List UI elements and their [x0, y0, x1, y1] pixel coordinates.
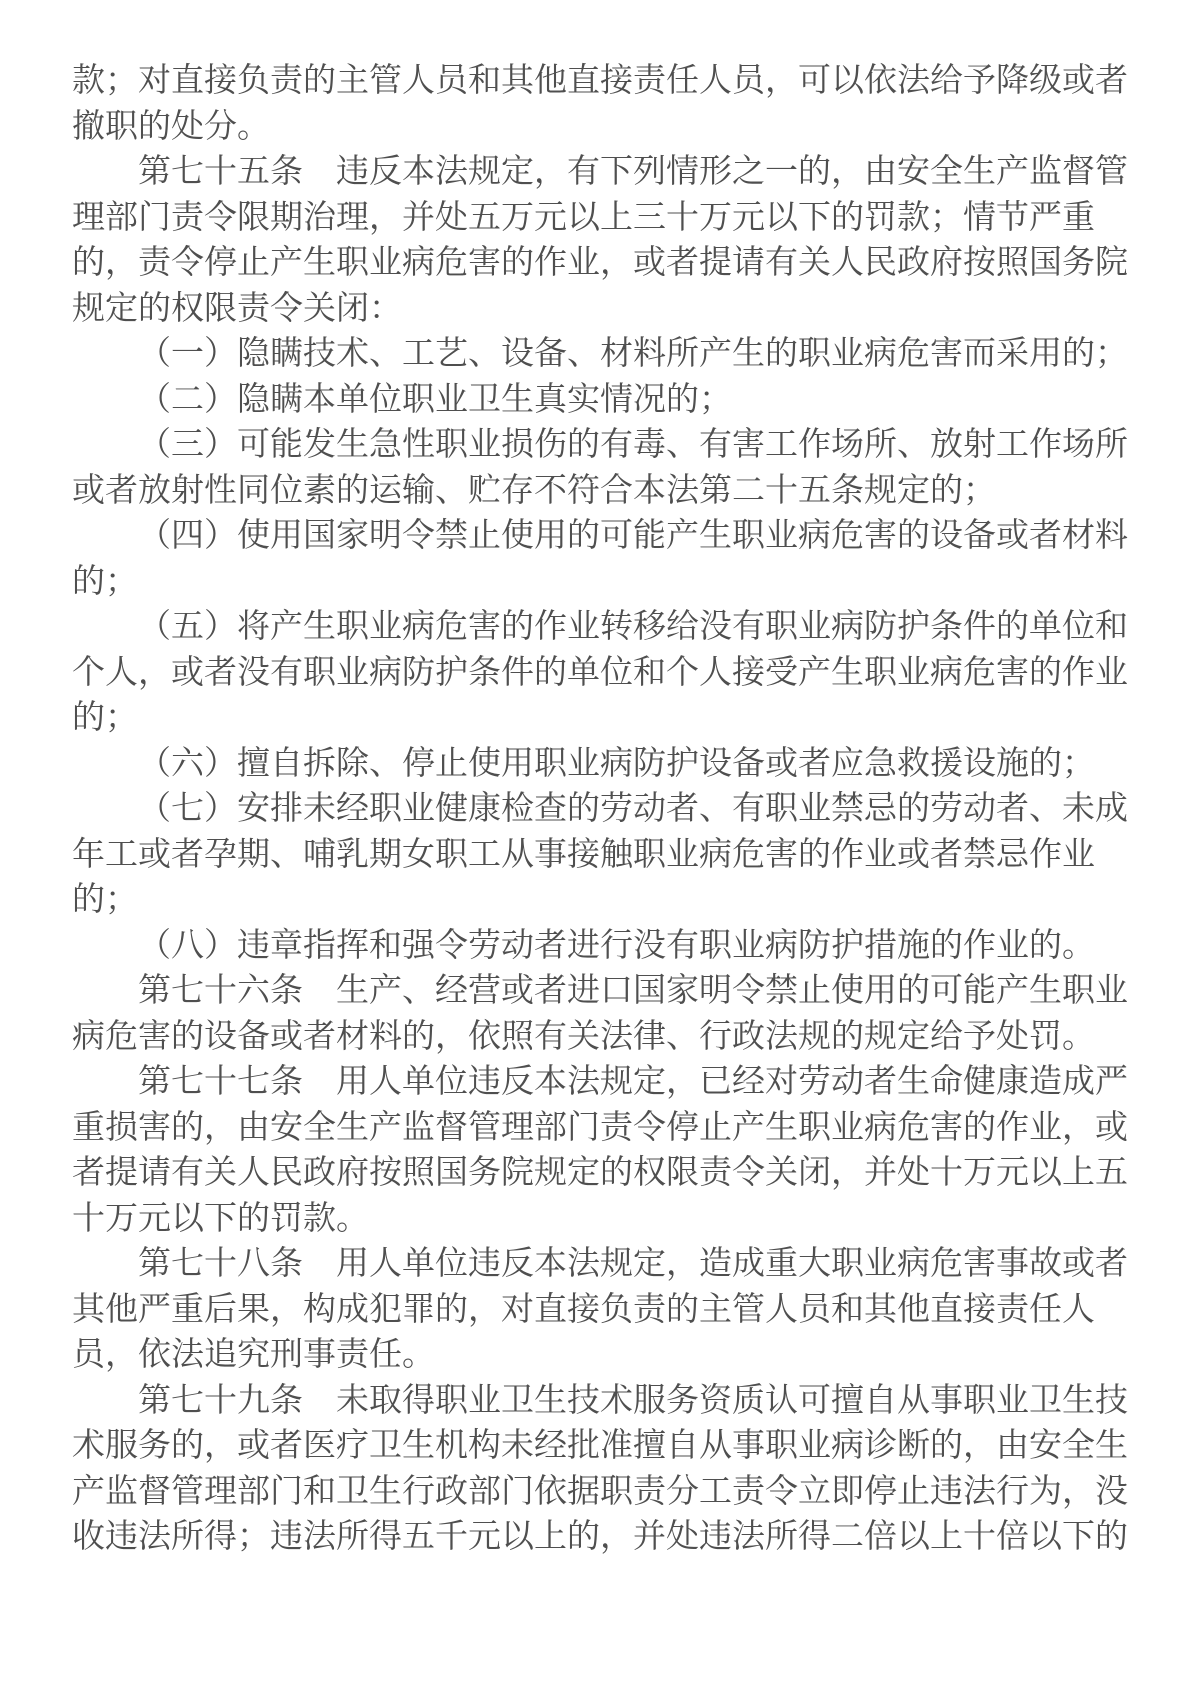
article-75-item-4: （四）使用国家明令禁止使用的可能产生职业病危害的设备或者材料的；: [72, 516, 1128, 599]
article-75-item-1: （一）隐瞒技术、工艺、设备、材料所产生的职业病危害而采用的；: [138, 334, 1128, 371]
article-75-item-6: （六）擅自拆除、停止使用职业病防护设备或者应急救援设施的；: [138, 743, 1095, 781]
article-75: 第七十五条 违反本法规定，有下列情形之一的，由安全生产监督管理部门责令限期治理，并处五万元以上三十万元以下的罚款；情节严重的，责令停止产生职业病危害的作业，或者提请有关人民政府按照国务院规定的权限责令关闭：: [72, 152, 1128, 326]
article-75-item-8: （八）违章指挥和强令劳动者进行没有职业病防护措施的作业的。: [138, 925, 1095, 963]
article-79: 第七十九条 未取得职业卫生技术服务资质认可擅自从事职业卫生技术服务的，或者医疗卫生机构未经批准擅自从事职业病诊断的，由安全生产监督管理部门和卫生行政部门依据职责分工责令立即停止违法行为，没收违法所得；违法所得五千元以上的，并处违法所得二倍以上十倍以下的: [72, 1380, 1128, 1554]
article-78: 第七十八条 用人单位违反本法规定，造成重大职业病危害事故或者其他严重后果，构成犯罪的，对直接负责的主管人员和其他直接责任人员，依法追究刑事责任。: [72, 1244, 1128, 1372]
article-75-item-3: （三）可能发生急性职业损伤的有毒、有害工作场所、放射工作场所或者放射性同位素的运输、贮存不符合本法第二十五条规定的；: [72, 425, 1128, 508]
article-76: 第七十六条 生产、经营或者进口国家明令禁止使用的可能产生职业病危害的设备或者材料的，依照有关法律、行政法规的规定给予处罚。: [72, 971, 1128, 1054]
article-75-item-7: （七）安排未经职业健康检查的劳动者、有职业禁忌的劳动者、未成年工或者孕期、哺乳期女职工从事接触职业病危害的作业或者禁忌作业的；: [72, 789, 1128, 917]
article-77: 第七十七条 用人单位违反本法规定，已经对劳动者生命健康造成严重损害的，由安全生产监督管理部门责令停止产生职业病危害的作业，或者提请有关人民政府按照国务院规定的权限责令关闭，并处十万元以上五十万元以下的罚款。: [72, 1062, 1128, 1236]
article-75-item-2: （二）隐瞒本单位职业卫生真实情况的；: [138, 379, 732, 417]
article-75-item-5: （五）将产生职业病危害的作业转移给没有职业病防护条件的单位和个人，或者没有职业病防护条件的单位和个人接受产生职业病危害的作业的；: [72, 607, 1128, 735]
document-body: [72, 57, 1140, 1559]
page-continuation-text: 款；对直接负责的主管人员和其他直接责任人员，可以依法给予降级或者撤职的处分。: [72, 61, 1128, 144]
